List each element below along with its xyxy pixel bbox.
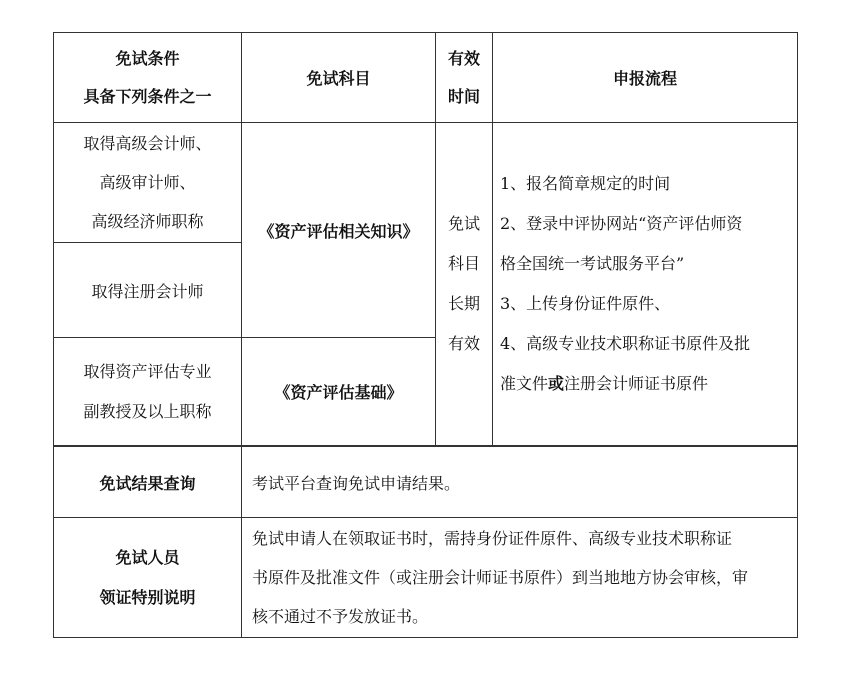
subject-related-knowledge (242, 123, 435, 337)
condition-cpa (54, 243, 241, 337)
special-note-line2: 书原件及批准文件（或注册会计师证书原件）到当地地方协会审核，审 (252, 568, 749, 587)
condition-senior-title (54, 123, 241, 242)
header-conditions (54, 33, 241, 122)
special-note-label-line1: 免试人员 (115, 547, 180, 567)
process-last-pre: 准文件 (500, 374, 549, 393)
special-note-label (54, 518, 241, 637)
special-note-label-line2: 领证特别说明 (99, 587, 196, 607)
result-query-text (252, 447, 792, 517)
condition1-line3: 高级经济师职称 (91, 212, 204, 231)
process-cell (500, 123, 796, 445)
result-query-label (54, 447, 241, 517)
subject2-text: 《资产评估基础》 (274, 383, 403, 402)
condition1-line2: 高级审计师、 (99, 173, 196, 192)
header-process (493, 33, 797, 122)
process-step-4-cont (500, 364, 708, 404)
condition2-text: 取得注册会计师 (91, 281, 204, 301)
table-border-right (797, 32, 798, 638)
subject1-text: 《资产评估相关知识》 (258, 221, 419, 241)
subject-basics (242, 338, 435, 445)
special-note-text (252, 518, 794, 637)
header-subjects-label: 免试科目 (306, 69, 371, 88)
condition-associate-professor (54, 338, 241, 445)
header-subjects (242, 33, 435, 122)
process-step-4: 4、高级专业技术职称证书原件及批 (500, 334, 751, 353)
process-step-3: 3、上传身份证件原件、 (500, 294, 671, 313)
condition3-line2: 副教授及以上职称 (83, 401, 212, 421)
process-last-post: 注册会计师证书原件 (564, 374, 709, 393)
header-process-label: 申报流程 (612, 69, 677, 88)
special-note-line1: 免试申请人在领取证书时，需持身份证件原件、高级专业技术职称证 (252, 529, 733, 548)
validity-line4: 有效 (447, 334, 480, 353)
header-conditions-line1: 免试条件 (115, 48, 180, 68)
validity-cell (436, 123, 492, 445)
condition3-line1: 取得资产评估专业 (83, 361, 212, 381)
header-conditions-line2: 具备下列条件之一 (83, 86, 212, 106)
condition1-line1: 取得高级会计师、 (83, 134, 212, 153)
result-query-label-text: 免试结果查询 (99, 473, 196, 493)
result-query-text-content: 考试平台查询免试申请结果。 (252, 473, 461, 493)
header-validity (436, 33, 492, 122)
table-border-bottom (53, 637, 798, 638)
process-last-bold: 或 (548, 374, 565, 393)
header-validity-line2: 时间 (447, 86, 480, 106)
process-step-2-cont: 格全国统一考试服务平台” (500, 254, 685, 273)
validity-line1: 免试 (447, 214, 480, 233)
process-step-2: 2、登录中评协网站“资产评估师资 (500, 214, 743, 233)
validity-line2: 科目 (447, 254, 480, 273)
header-validity-line1: 有效 (447, 48, 480, 68)
special-note-line3: 核不通过不予发放证书。 (252, 607, 429, 626)
process-step-1: 1、报名简章规定的时间 (500, 174, 671, 193)
validity-line3: 长期 (447, 294, 480, 313)
